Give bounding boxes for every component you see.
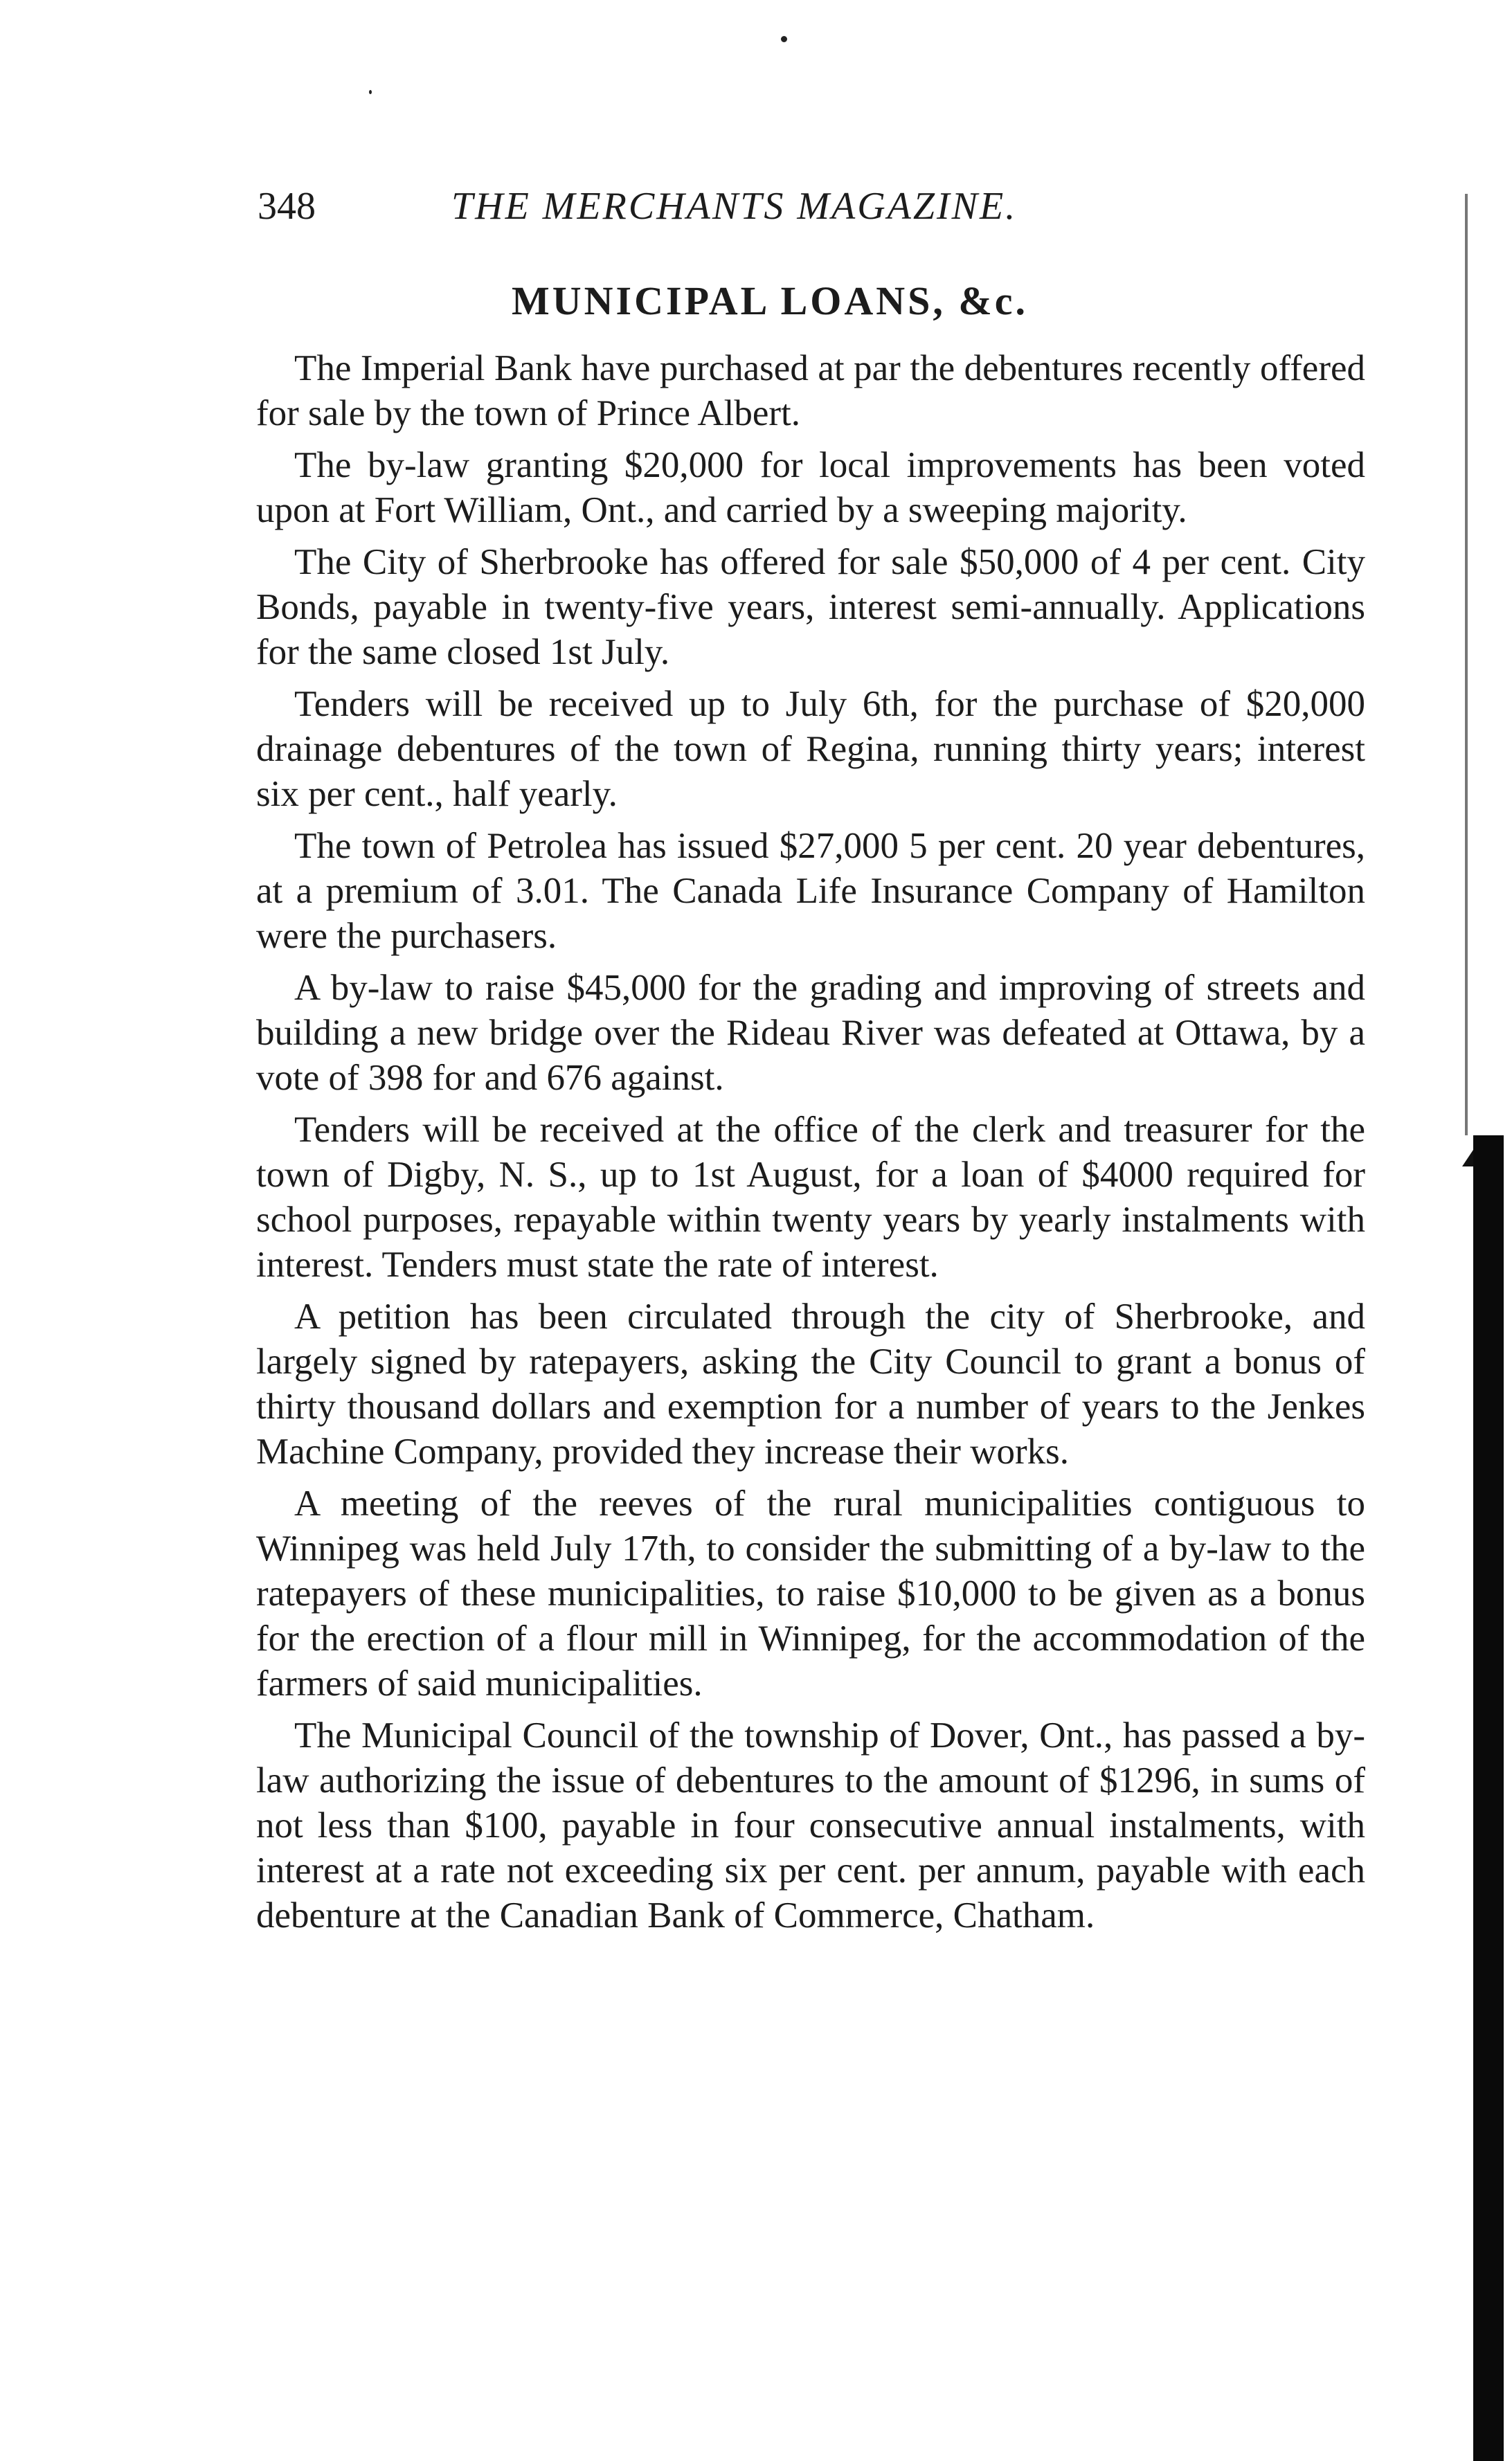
- paragraph: The Imperial Bank have purchased at par the debentures recently offered for sale by the town of Prince Albert.: [256, 348, 1365, 433]
- paragraph: Tenders will be received at the office of the clerk and treasurer for the town of Digby, N. S., up to 1st August, for a loan of $4000 required for school purposes, repayable within twenty years by yearly instalments with interest. Tenders must state the rate of interest.: [256, 1110, 1365, 1285]
- paragraph: The City of Sherbrooke has offered for sale $50,000 of 4 per cent. City Bonds, payable in twenty-five years, interest semi-annually. Applications for the same closed 1st July.: [256, 542, 1365, 672]
- page-header: [258, 179, 1365, 234]
- scan-speck: [781, 36, 787, 42]
- page-number: 348: [258, 185, 316, 228]
- paragraph: The town of Petrolea has issued $27,000 5 per cent. 20 year debentures, at a premium of 3.01. The Canada Life Insurance Company of Hamilton were the purchasers.: [256, 826, 1365, 956]
- paragraph: The by-law granting $20,000 for local improvements has been voted upon at Fort William, Ont., and carried by a sweeping majority.: [256, 445, 1365, 530]
- scan-edge-line: [1465, 194, 1468, 1135]
- scan-edge-bar: [1473, 1135, 1504, 2461]
- scan-speck: [369, 90, 372, 94]
- paragraph: Tenders will be received up to July 6th, for the purchase of $20,000 drainage debentures of the town of Regina, running thirty years; interest six per cent., half yearly.: [256, 684, 1365, 814]
- running-title: THE MERCHANTS MAGAZINE.: [451, 185, 1018, 228]
- paragraph: The Municipal Council of the township of Dover, Ont., has passed a by-law authorizing the issue of debentures to the amount of $1296, in sums of not less than $100, payable in four consecutive annual instalments, with interest at a rate not exceeding six per cent. per annum, payable with each debenture at the Canadian Bank of Commerce, Chatham.: [256, 1715, 1365, 1936]
- paragraph: A meeting of the reeves of the rural municipalities contiguous to Winnipeg was held July 17th, to consider the submitting of a by-law to the ratepayers of these municipalities, to raise $10,000 to be given as a bonus for the erection of a flour mill in Winnipeg, for the accommodation of the farmers of said municipalities.: [256, 1484, 1365, 1704]
- paragraph: A by-law to raise $45,000 for the grading and improving of streets and building a new bridge over the Rideau River was defeated at Ottawa, by a vote of 398 for and 676 against.: [256, 968, 1365, 1098]
- section-title: MUNICIPAL LOANS, &c.: [512, 278, 1028, 323]
- article-body: [256, 346, 1365, 1945]
- paragraph: A petition has been circulated through the city of Sherbrooke, and largely signed by ratepayers, asking the City Council to grant a bonus of thirty thousand dollars and exemption for a number of years to the Jenkes Machine Company, provided they increase their works.: [256, 1297, 1365, 1472]
